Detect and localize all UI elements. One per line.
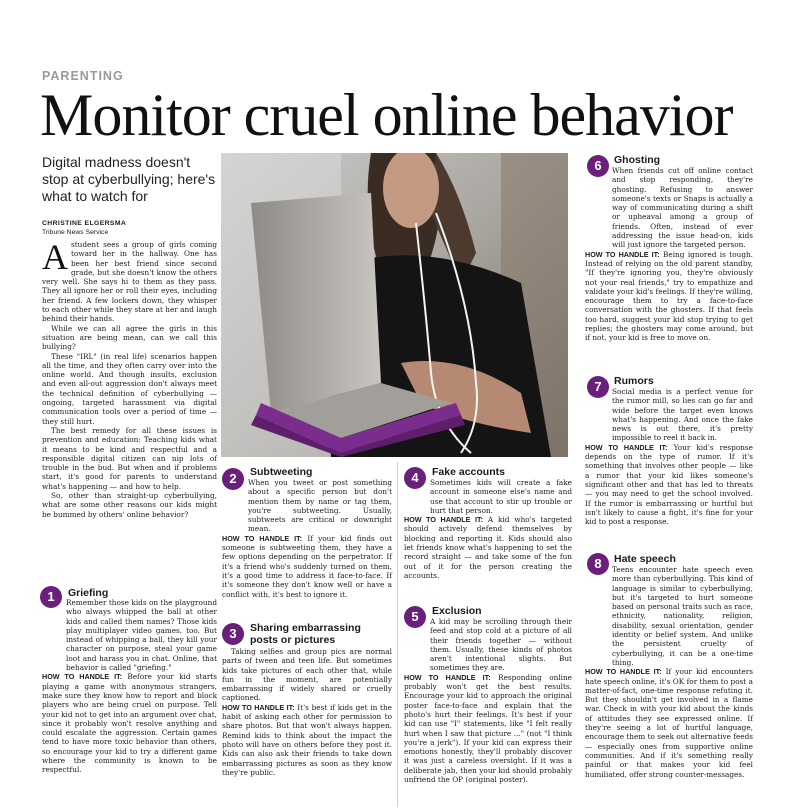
item-1-how: Before your kid starts playing a game with anonymous strangers, make sure they know how to report and block players who are being cruel on purpose. Tell your kid not to get into an argument over chat, since it probably won't resolve anything and could escalate the aggression. Certain games tend to have more toxic behavior than others, so encourage your kid to try a different game where the community is known to be respectful. [42, 672, 217, 775]
item-5-title: Exclusion [432, 605, 482, 617]
item-6-how-label: HOW TO HANDLE IT: [585, 249, 660, 259]
item-1-body: Remember those kids on the playground who always whipped the ball at other kids and called them names? Those kids play multiplayer video games, too. But instead of whipping a ball, they kill your character on purpose, steal your game loot and harass you in chat. Online, that behavior is called "griefing." [66, 598, 217, 673]
item-7-how: Your kid's response depends on the type of rumor. If it's something that involves other people — like a rumor that your kid likes someone's significant other and that has led to threats — you may need to get the school involved. If the rumor is embarrassing or hurtful but isn't likely to cause a fight, it's fine for your kid to post a response. [585, 442, 753, 527]
item-3-number: 3 [222, 623, 244, 645]
intro-dropcap: A [42, 237, 68, 277]
item-2-text [222, 478, 392, 599]
item-2-number: 2 [222, 468, 244, 490]
item-5-how-label: HOW TO HANDLE IT: [404, 672, 491, 682]
intro-paragraph-5: So, other than straight-up cyberbullying, what are some other reasons our kids might be bummed by others' online behavior? [42, 491, 217, 519]
item-7-body: Social media is a perfect venue for the rumor mill, so lies can go far and wide before the target even knows what's happening. And once the fake news is out there, it's pretty impossible to reel it back in. [612, 387, 753, 443]
item-7-title: Rumors [614, 375, 654, 387]
item-2-body: When you tweet or post something about a specific person but don't mention them by name or tag them, you're subtweeting. Usually, subtweets are critical or downright mean. [248, 478, 392, 534]
section-label: PARENTING [42, 69, 124, 83]
item-8-text [585, 565, 753, 779]
item-1-title: Griefing [68, 587, 109, 599]
byline-org: Tribune News Service [42, 229, 109, 236]
item-5-how: Responding online probably won't get the best results. Encourage your kid to approach the original poster face-to-face and explain that the photo's hurt their feelings. It's best if your kid can use "I" statements, like "I felt really hurt when I saw that picture ..." (not "I think you're a jerk"). If your kid can express their emotions honestly, they'll probably discover it was just a careless oversight. If it was a deliberate jab, then your kid should probably unfriend the OP (original poster). [404, 672, 572, 785]
item-8-number: 8 [587, 553, 609, 575]
item-7-text [585, 387, 753, 526]
item-1-text [42, 598, 217, 775]
item-4-how-label: HOW TO HANDLE IT: [404, 515, 484, 525]
intro-paragraph-3: These "IRL" (in real life) scenarios happen all the time, and they often carry over into the online world. And though insults, exclusion and even all-out aggression don't always meet the technical definition of cyberbullying — ongoing, targeted harassment via digital communication tools over a period of time — they still hurt. [42, 351, 217, 426]
item-3-title: Sharing embarrassing posts or pictures [250, 622, 361, 646]
item-2-how: If your kid finds out someone is subtweeting them, they have a few options depending on the perpetrator. If it's a friend who's suddenly turned on them, it's a good time to address it face-to-face. If it's someone they don't know well or have a conflict with, it's best to ignore it. [222, 533, 393, 599]
item-7-number: 7 [587, 376, 609, 398]
item-6-title: Ghosting [614, 154, 661, 166]
intro-column [42, 237, 217, 519]
headline: Monitor cruel online behavior [40, 82, 733, 148]
intro-paragraph-4: The best remedy for all these issues is prevention and education: Teaching kids what it means to be kind and respectful and a responsible digital citizen can nip lots of trouble in the bud. But when and if problems start, it's good for parents to understand what's happening — and how to help. [42, 425, 217, 491]
item-5-text [404, 617, 572, 784]
item-1-how-label: HOW TO HANDLE IT: [42, 672, 123, 682]
item-8-body: Teens encounter hate speech even more than cyberbullying. This kind of language is similar to cyberbullying, but it's targeted to hurt someone based on personal traits such as race, ethnicity, nationality, religion, disability, sexual orientation, gender identity or belief system. And unlike the persistent cruelty of cyberbullying, it can be a one-time thing. [612, 565, 753, 667]
item-4-how: A kid who's targeted should actively defend themselves by blocking and reporting it. Kids should also let friends know what's happening to set the record straight — and take some of the fun out of it for the person creating the accounts. [404, 515, 572, 580]
photo-teen-on-laptop [221, 153, 568, 457]
column-divider [397, 462, 398, 807]
item-3-body: Taking selfies and group pics are normal parts of tween and teen life. But sometimes kids take pictures of each other that, while fun in the moment, are potentially embarrassing if widely shared or cruelly captioned. [222, 647, 392, 703]
item-8-how: If your kid encounters hate speech online, it's OK for them to post a matter-of-fact, one-time response refuting it. But they shouldn't get involved in a flame war. Check in with your kid about the kinds of attitudes they see expressed online. If they're seeing a lot of hurtful language, encourage them to seek out alternative feeds — especially ones from supportive online communities. And if it's something really painful or that makes your kid feel humiliated, offer strong counter-messages. [585, 667, 753, 779]
item-1-number: 1 [40, 586, 62, 608]
item-3-how: It's best if kids get in the habit of asking each other for permission to share photos. But that won't always happen. Remind kids to think about the impact the photo will have on others before they post it. Kids can also ask their friends to take down embarrassing pictures as soon as they know they're public. [222, 702, 392, 777]
item-5-body: A kid may be scrolling through their feed and stop cold at a picture of all their friends together — without them. Usually, these kinds of photos aren't intentional slights. But sometimes they are. [430, 617, 572, 673]
item-4-title: Fake accounts [432, 466, 505, 478]
intro-paragraph-2: While we can all agree the girls in this situation are being mean, can we call this bullying? [42, 323, 217, 352]
item-4-text [404, 478, 572, 580]
item-8-title: Hate speech [614, 553, 676, 565]
byline [42, 219, 217, 237]
item-6-number: 6 [587, 155, 609, 177]
item-6-how: Being ignored is tough. Instead of relying on the old parent standby, "If they're ignoring you, they're obviously not your real friends," try to empathize and validate your kid's feelings. If they're willing, encourage them to try a face-to-face conversation with the ghosters. If that feels too hard, suggest your kid stop trying to get replies; the ghosters may come around, but if not, your kid is free to move on. [585, 249, 754, 343]
item-6-body: When friends cut off online contact and stop responding, they're ghosting. Refusing to answer someone's texts or Snaps is actually a way of communicating during a shift or upheaval among a group of friends. Often, instead of ever addressing the issue head-on, kids will just ignore the targeted person. [612, 166, 753, 250]
item-8-how-label: HOW TO HANDLE IT: [585, 667, 662, 677]
item-2-how-label: HOW TO HANDLE IT: [222, 533, 303, 543]
deck: Digital madness doesn't stop at cyberbullying; here's what to watch for [42, 154, 216, 204]
byline-name: CHRISTINE ELGERSMA [42, 220, 127, 227]
photo-illustration [221, 153, 568, 457]
item-4-body: Sometimes kids will create a fake account in someone else's name and use that account to stir up trouble or hurt that person. [430, 478, 572, 515]
item-6-text [585, 166, 753, 343]
item-3-text [222, 647, 392, 777]
item-3-how-label: HOW TO HANDLE IT: [222, 702, 295, 712]
item-2-title: Subtweeting [250, 466, 313, 478]
item-5-number: 5 [404, 606, 426, 628]
intro-paragraph-1: student sees a group of girls coming toward her in the hallway. One has been her best friend since second grade, but she doesn't know the others very well. She says hi to them as they pass. They all ignore her or roll their eyes, including her friend. A few lockers down, they whisper to each other while they stare at her and laugh behind their hands. [42, 240, 217, 324]
item-4-number: 4 [404, 467, 426, 489]
item-7-how-label: HOW TO HANDLE IT: [585, 442, 668, 452]
